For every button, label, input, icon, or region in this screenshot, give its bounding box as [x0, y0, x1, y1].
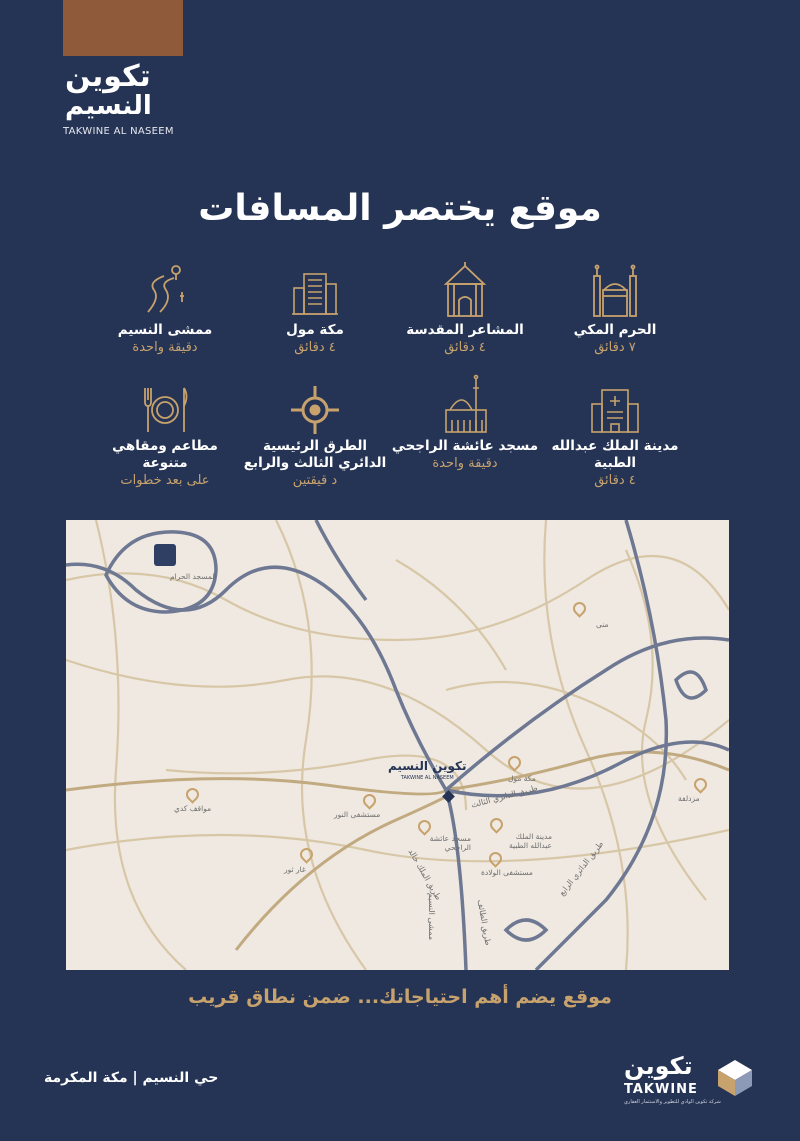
feature-aisha-mosque	[390, 374, 540, 473]
walkway-icon	[140, 262, 190, 320]
location-map	[66, 520, 729, 970]
map-label-ghar-thawr: غار ثور	[284, 865, 306, 874]
feature-name: المشاعر المقدسة	[406, 322, 524, 338]
feature-time: على بعد خطوات	[120, 473, 210, 488]
company-logo	[600, 1052, 760, 1112]
project-marker	[388, 760, 467, 781]
project-marker-ar: تكوين النسيم	[388, 759, 467, 773]
mosque-icon	[440, 374, 490, 436]
map-label-muzdalifah: مزدلفة	[678, 794, 700, 803]
kaaba-marker-icon	[154, 544, 176, 566]
feature-medical-city	[540, 384, 690, 490]
feature-name: مسجد عائشة الراجحي	[391, 438, 539, 454]
feature-name: الطرق الرئيسية الدائري الثالث والرابع	[243, 438, 387, 471]
feature-time: ٧ دقائق	[594, 340, 636, 355]
project-logo	[63, 59, 203, 137]
map-label-aisha-mosque: مسجد عائشة الراجحي	[429, 834, 471, 852]
map-label-makkah-mall: مكة مول	[508, 774, 536, 783]
cube-logo-icon	[716, 1058, 754, 1098]
feature-time: دقيقة واحدة	[432, 456, 498, 471]
company-subtitle: شركة تكوين الوادي للتطوير والاستثمار العقاري	[624, 1099, 721, 1105]
map-label-ring4: طريق الدائري الرابع	[557, 839, 606, 898]
map-label-al-noor-hospital: مستشفى النور	[334, 810, 381, 819]
feature-holy-sites	[390, 262, 540, 357]
feature-name: الحرم المكي	[573, 322, 657, 338]
features-grid	[110, 262, 679, 508]
map-label-mina: منى	[596, 620, 609, 629]
feature-time: دقيقة واحدة	[132, 340, 198, 355]
kaaba-icon	[590, 262, 640, 320]
feature-naseem-walk	[90, 262, 240, 357]
feature-haram	[540, 262, 690, 357]
feature-time: ٤ دقائق	[594, 473, 636, 488]
map-label-medical-city: مدينة الملك عبدالله الطبية	[508, 832, 552, 850]
building-icon	[290, 262, 340, 320]
restaurant-icon	[137, 384, 193, 436]
tent-icon	[440, 262, 490, 320]
caption: موقع يضم أهم احتياجاتك... ضمن نطاق قريب	[188, 986, 612, 1008]
map-label-kudai: مواقف كدي	[174, 804, 212, 813]
feature-time: ٤ دقائق	[444, 340, 486, 355]
feature-time: ٤ دقائق	[294, 340, 336, 355]
feature-name: مكة مول	[286, 322, 344, 338]
feature-main-roads	[240, 384, 390, 490]
feature-name: ممشى النسيم	[117, 322, 213, 338]
map-label-haram: المسجد الحرام	[170, 572, 217, 581]
feature-name: مطاعم ومقاهي متنوعة	[112, 438, 218, 471]
brand-color-bar	[63, 0, 183, 56]
feature-name: مدينة الملك عبدالله الطبية	[551, 438, 679, 471]
logo-arabic-line2: النسيم	[65, 91, 152, 121]
company-name-ar: تكوين	[624, 1052, 693, 1080]
map-label-taif-road: طريق الطائف	[475, 898, 493, 947]
map-label-hospital: مستشفى الولادة	[481, 868, 533, 877]
footer-location: حي النسيم | مكة المكرمة	[44, 1070, 219, 1086]
project-marker-en: TAKWINE AL NASEEM	[400, 775, 454, 781]
logo-arabic-line1: تكوين	[65, 59, 151, 94]
feature-time: د قيقتين	[292, 473, 338, 488]
roundabout-icon	[290, 384, 340, 436]
page-title: موقع يختصر المسافات	[198, 188, 602, 229]
feature-makkah-mall	[240, 262, 390, 357]
map-roads	[66, 520, 729, 970]
map-label-ring3: طريق الدائري الثالث	[470, 783, 539, 810]
map-label-naseem-walk: ممشى النسيم	[427, 892, 437, 941]
company-name-en: TAKWINE	[624, 1082, 698, 1097]
feature-restaurants	[90, 384, 240, 490]
hospital-icon	[590, 384, 640, 436]
logo-english: TAKWINE AL NASEEM	[63, 126, 174, 137]
map-label-king-khalid: طريق الملك خالد	[406, 847, 443, 902]
